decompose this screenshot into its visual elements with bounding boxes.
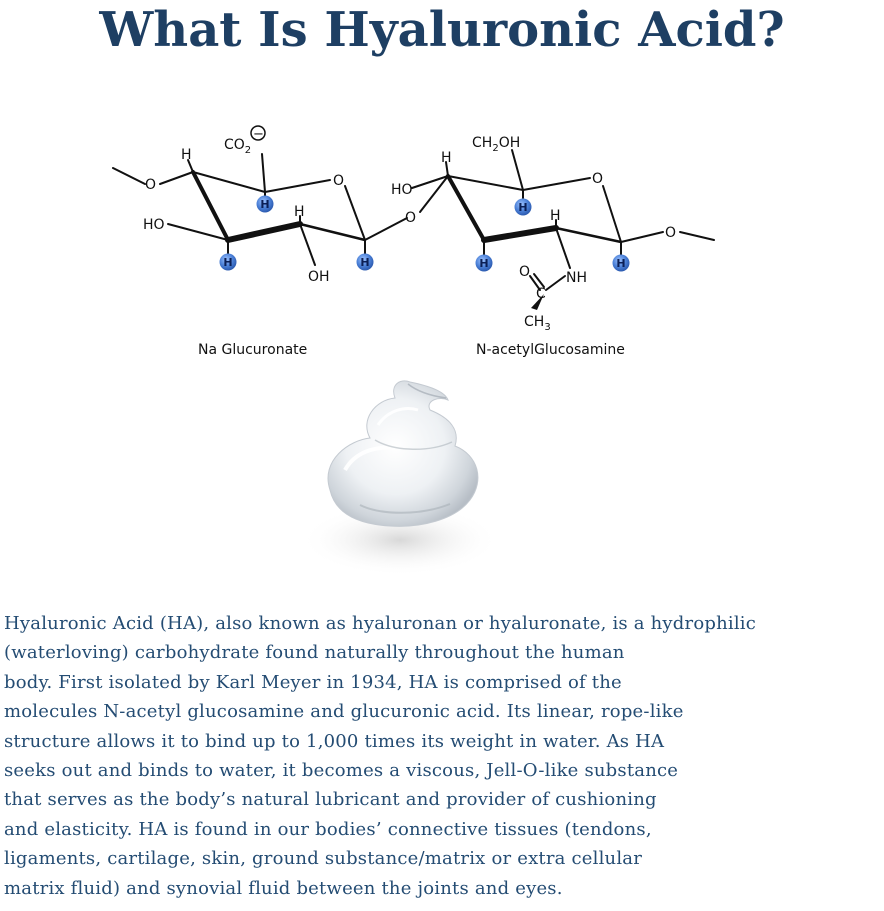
caption-na-glucuronate: Na Glucuronate	[198, 342, 308, 358]
description-line: body. First isolated by Karl Meyer in 1934, HA is comprised of the	[4, 671, 622, 693]
label-h-ball: H	[479, 257, 489, 270]
description-line: ligaments, cartilage, skin, ground substance/matrix or extra cellular	[4, 848, 643, 870]
description-line: and elasticity. HA is found in our bodies’ connective tissues (tendons,	[4, 818, 652, 840]
caption-n-acetylglucosamine: N-acetylGlucosamine	[476, 342, 625, 358]
label-co2: $CO_2$	[224, 137, 252, 156]
label-h-ball: H	[616, 257, 626, 270]
label-oh-bottom: OH	[308, 269, 330, 285]
label-minus-charge: −	[253, 127, 264, 142]
label-h-ball: H	[260, 198, 270, 211]
gel-dollop-image	[300, 381, 500, 576]
label-h-top-left: H	[181, 147, 192, 163]
label-ch3: $CH_3$	[524, 314, 551, 333]
description-line: structure allows it to bind up to 1,000 times its weight in water. As HA	[4, 730, 665, 752]
description-paragraph	[4, 609, 882, 903]
label-h-ball: H	[223, 256, 233, 269]
label-h-mid-left: H	[294, 204, 305, 220]
label-o-carbonyl: O	[519, 264, 531, 280]
description-line: (waterloving) carbohydrate found naturally throughout the human	[4, 642, 625, 664]
label-o-ring-right: O	[592, 171, 604, 187]
label-ho-left: HO	[143, 217, 165, 233]
label-o-link-left: O	[145, 177, 157, 193]
description-line: that serves as the body’s natural lubricant and provider of cushioning	[4, 789, 657, 811]
label-o-glycosidic: O	[405, 210, 417, 226]
page-title: What Is Hyaluronic Acid?	[99, 2, 785, 58]
label-h-mid-right: H	[550, 208, 561, 224]
label-h-ball: H	[518, 201, 528, 214]
description-line: molecules N-acetyl glucosamine and glucuronic acid. Its linear, rope-like	[4, 701, 684, 723]
label-o-ring-left: O	[333, 173, 345, 189]
label-c: C	[536, 286, 546, 302]
label-h-ball: H	[360, 256, 370, 269]
label-nh: NH	[566, 270, 587, 286]
label-ho-right: HO	[391, 182, 413, 198]
label-o-link-right: O	[665, 225, 677, 241]
description-line: seeks out and binds to water, it becomes a viscous, Jell-O-like substance	[4, 760, 679, 782]
description-line: matrix fluid) and synovial fluid between the joints and eyes.	[4, 877, 563, 899]
label-ch2oh: $CH_2OH$	[472, 135, 521, 154]
label-h-top-right: H	[441, 150, 452, 166]
description-line: Hyaluronic Acid (HA), also known as hyaluronan or hyaluronate, is a hydrophilic	[4, 613, 757, 634]
